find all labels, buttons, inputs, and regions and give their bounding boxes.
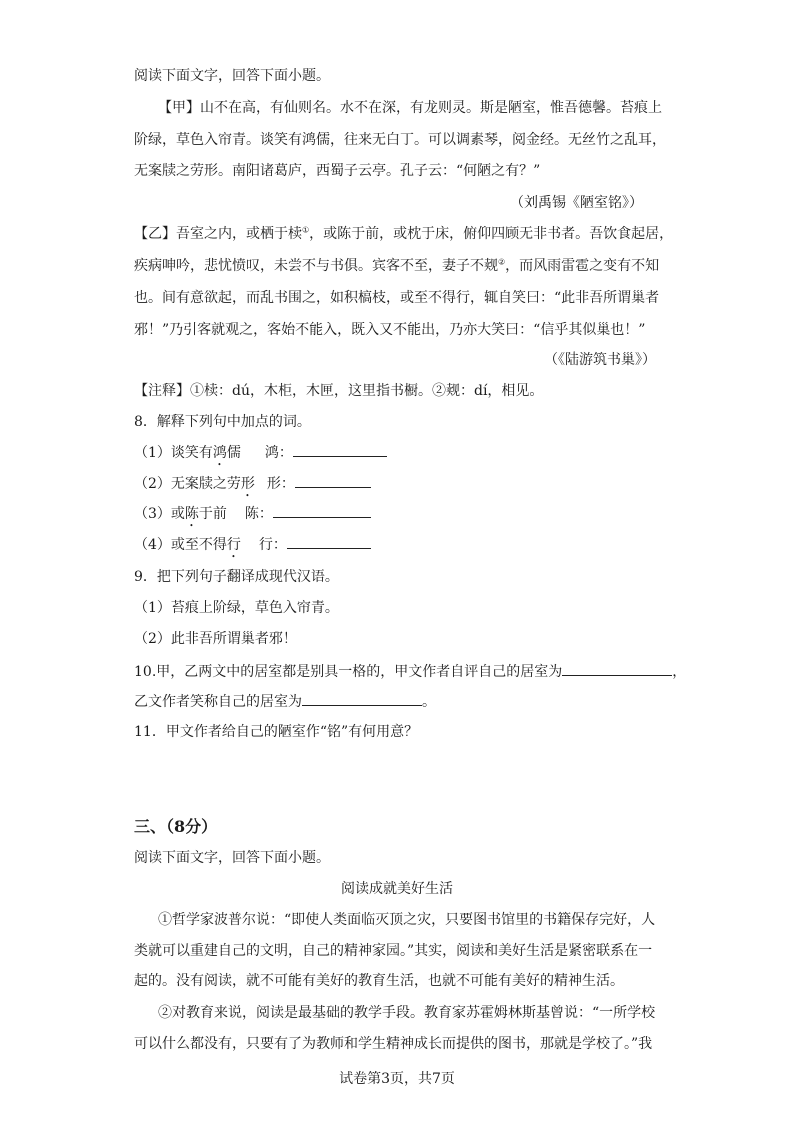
q8-item-pre: 或至不得 bbox=[170, 537, 227, 553]
q8-item-2 bbox=[134, 473, 371, 500]
q9-item-2: （2）此非吾所谓巢者邪！ bbox=[134, 631, 297, 647]
section-3-heading: 三、（8分） bbox=[134, 817, 218, 836]
jia-source: （刘禹锡《陋室铭》） bbox=[510, 195, 643, 211]
q10-text-1: 10.甲，乙两文中的居室都是别具一格的，甲文作者自评自己的居室为 bbox=[134, 664, 563, 680]
q9-item-1: （1）苔痕上阶绿，草色入帘青。 bbox=[134, 600, 339, 616]
q8-dotted-word: 陈 bbox=[184, 506, 199, 522]
q8-item-pre: 谈笑有 bbox=[170, 445, 213, 461]
q8-title: 8．解释下列句中加点的词。 bbox=[134, 414, 311, 430]
article-line-2: 类就可以重建自己的文明，自己的精神家园。”其实，阅读和美好生活是紧密联系在一 bbox=[134, 943, 653, 959]
q8-answer-blank-4[interactable] bbox=[287, 534, 371, 549]
q8-dotted-word: 鸿 bbox=[212, 445, 227, 461]
article-line-4: ②对教育来说，阅读是最基础的教学手段。教育家苏霍姆林斯基曾说：“一所学校 bbox=[158, 1005, 656, 1021]
q8-item-num: （3） bbox=[134, 506, 171, 522]
q10-line-1 bbox=[134, 661, 686, 682]
section-3-intro: 阅读下面文字，回答下面小题。 bbox=[134, 850, 330, 866]
footnote-2-marker: ② bbox=[498, 257, 506, 267]
q8-item-num: （1） bbox=[134, 445, 171, 461]
q8-item-num: （4） bbox=[134, 537, 171, 553]
q8-item-post: 于前 bbox=[198, 506, 227, 522]
reading-intro: 阅读下面文字，回答下面小题。 bbox=[134, 68, 330, 84]
q9-title: 9．把下列句子翻译成现代汉语。 bbox=[134, 569, 339, 585]
yi-source: （《陆游筑书巢》） bbox=[544, 352, 656, 368]
q8-item-num: （2） bbox=[134, 476, 171, 492]
page-footer: 试卷第3页，共7页 bbox=[339, 1071, 455, 1087]
q8-item-1 bbox=[134, 442, 387, 469]
q8-item-pre: 无案牍之劳 bbox=[170, 476, 241, 492]
yi-line-1 bbox=[134, 224, 673, 244]
q10-comma: ， bbox=[672, 664, 687, 680]
yi-line-2-b: ，而风雨雷雹之变有不知 bbox=[505, 258, 660, 274]
jia-line-2: 阶绿，草色入帘青。谈笑有鸿儒，往来无白丁。可以调素琴，阅金经。无丝竹之乱耳， bbox=[134, 132, 666, 148]
jia-line-1: 【甲】山不在高，有仙则名。水不在深，有龙则灵。斯是陋室，惟吾德馨。苔痕上 bbox=[158, 100, 662, 116]
q10-line-2 bbox=[134, 691, 436, 712]
jia-line-3: 无案牍之劳形。南阳诸葛庐，西蜀子云亭。孔子云：“何陋之有？” bbox=[134, 163, 541, 179]
q8-item-4 bbox=[134, 534, 371, 561]
yi-line-1-b: ，或陈于前，或枕于床，俯仰四顾无非书者。吾饮食起居， bbox=[309, 226, 674, 242]
footnote-1-marker: ① bbox=[302, 225, 310, 235]
q10-answer-blank-2[interactable] bbox=[302, 691, 422, 706]
q8-item-word: 形： bbox=[266, 476, 295, 492]
article-line-5: 可以什么都没有，只要有了为教师和学生精神成长而提供的图书，那就是学校了。”我 bbox=[134, 1036, 653, 1052]
q8-answer-blank-1[interactable] bbox=[293, 442, 387, 457]
annotation-notes: 【注释】①椟：dú，木柜，木匣，这里指书橱。②觌：dí，相见。 bbox=[134, 383, 544, 399]
q8-dotted-word: 形 bbox=[240, 476, 255, 492]
q8-item-3 bbox=[134, 503, 371, 530]
yi-line-4: 邪！”乃引客就观之，客始不能入，既入又不能出，乃亦大笑曰：“信乎其似巢也！” bbox=[134, 322, 646, 338]
q8-dotted-word: 行 bbox=[226, 537, 241, 553]
q11-question: 11．甲文作者给自己的陋室作“铭”有何用意？ bbox=[134, 724, 419, 740]
yi-line-1-a: 【乙】吾室之内，或栖于椟 bbox=[134, 226, 302, 242]
q8-item-pre: 或 bbox=[170, 506, 185, 522]
q8-item-word: 行： bbox=[258, 537, 287, 553]
yi-line-2 bbox=[134, 256, 659, 276]
q8-item-word: 陈： bbox=[244, 506, 273, 522]
article-line-3: 起的。没有阅读，就不可能有美好的教育生活，也就不可能有美好的精神生活。 bbox=[134, 973, 624, 989]
q8-answer-blank-2[interactable] bbox=[295, 473, 371, 488]
q8-answer-blank-3[interactable] bbox=[273, 503, 371, 518]
q8-item-post: 儒 bbox=[226, 445, 241, 461]
article-line-1: ①哲学家波普尔说：“即使人类面临灭顶之灾，只要图书馆里的书籍保存完好，人 bbox=[158, 912, 656, 928]
article-title: 阅读成就美好生活 bbox=[341, 881, 453, 897]
yi-line-3: 也。间有意欲起，而乱书围之，如积槁枝，或至不得行，辄自笑曰：“此非吾所谓巢者 bbox=[134, 290, 660, 306]
q10-period: 。 bbox=[422, 694, 436, 710]
q10-answer-blank-1[interactable] bbox=[562, 661, 672, 676]
yi-line-2-a: 疾病呻吟，悲忧愤叹，未尝不与书俱。宾客不至，妻子不觌 bbox=[134, 258, 498, 274]
q8-item-word: 鸿： bbox=[264, 445, 293, 461]
q10-text-2: 乙文作者笑称自己的居室为 bbox=[134, 694, 302, 710]
